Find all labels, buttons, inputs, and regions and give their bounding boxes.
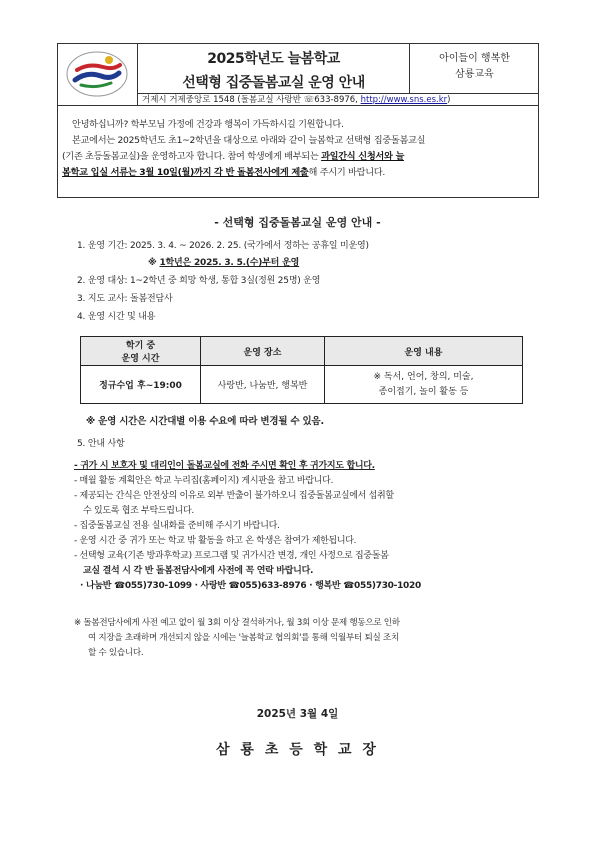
motto-line-1: 아이들이 행복한	[439, 53, 510, 64]
warning-note	[74, 616, 538, 661]
school-website-link[interactable]: http://www.sns.es.kr	[360, 95, 448, 105]
address-suffix: )	[447, 95, 451, 105]
col-time-header	[81, 337, 201, 366]
address-text: 거제시 거제중앙로 1548 (돌봄교실 사랑반 ☏633-8976,	[142, 95, 361, 105]
guide-item-1: - 귀가 시 보호자 및 대리인이 돌봄교실에 전화 주시면 확인 후 귀가지도 합니다.	[74, 461, 375, 471]
col-time-header-1: 학기 중	[125, 341, 156, 351]
title-line-2: 선택형 집중돌봄교실 운영 안내	[182, 75, 365, 91]
greeting: 안녕하십니까? 학부모님 가정에 건강과 행복이 가득하시길 기원합니다.	[72, 119, 344, 130]
item-teacher: 3. 지도 교사: 돌봄전담사	[77, 294, 173, 304]
intro-body-3a: 봄학교 입실 서류는 3월 10일(월)까지 각 반 돌봄전사에게 제출	[62, 167, 309, 178]
intro-body-2	[62, 149, 536, 165]
school-motto	[410, 43, 539, 93]
issue-date: 2025년 3월 4일	[256, 708, 339, 720]
principal-signature: 삼 룡 초 등 학 교 장	[216, 742, 379, 758]
title-block	[138, 43, 410, 93]
address-line	[138, 93, 539, 106]
first-grade-text: 1학년은 2025. 3. 5.(수)부터 운영	[159, 258, 300, 268]
intro-text	[62, 117, 536, 181]
guide-item-3a: - 제공되는 간식은 안전상의 이유로 외부 반출이 불가하오니 집중돌봄교실에서 섭취할	[74, 491, 394, 501]
row-content-2: 종이접기, 놀이 활동 등	[378, 386, 469, 397]
row-content	[325, 366, 523, 404]
intro-body-1: 본교에서는 2025학년도 초1~2학년을 대상으로 아래와 같이 늘봄학교 선택형 집중돌봄교실	[72, 135, 426, 146]
col-time-header-2: 운영 시간	[121, 354, 160, 364]
intro-body-3b: 해 주시기 바랍니다.	[308, 167, 385, 178]
col-place-header: 운영 장소	[201, 337, 325, 366]
time-note: ※ 운영 시간은 시간대별 이용 수요에 따라 변경될 수 있음.	[86, 416, 324, 427]
intro-body-2a: (기존 초등돌봄교실)을 운영하고자 합니다. 참여 학생에게 배부되는	[62, 151, 322, 162]
warning-line-2: 여 지장을 초래하며 개선되지 않을 시에는 '늘봄학교 협의회'를 통해 익월부터 퇴실 조치	[88, 633, 399, 643]
guide-item-5: - 운영 시간 중 귀가 또는 학교 밖 활동을 하고 온 학생은 참여가 제한됩니다.	[74, 536, 357, 546]
table-row	[81, 366, 523, 404]
warning-line-3: 할 수 있습니다.	[88, 648, 144, 658]
motto-line-2: 삼룡교육	[455, 69, 494, 80]
guide-list	[74, 459, 534, 594]
row-time: 정규수업 후~19:00	[81, 366, 201, 404]
guide-item-6b: 교실 결석 시 각 반 돌봄전담사에게 사전에 꼭 연락 바랍니다.	[83, 566, 314, 576]
row-content-1: ※ 독서, 언어, 창의, 미술,	[373, 371, 474, 382]
col-content-header: 운영 내용	[325, 337, 523, 366]
title-line-1: 2025학년도 늘봄학교	[207, 51, 340, 67]
item-first-grade	[148, 255, 299, 271]
schedule-table	[80, 336, 523, 404]
guide-item-2: - 매월 활동 계획안은 학교 누리집(홈페이지) 게시판을 참고 바랍니다.	[74, 476, 334, 486]
phone-numbers: · 나눔반 ☎055)730-1099 · 사랑반 ☎055)633-8976 · 행복반 ☎055)730-1020	[80, 581, 421, 591]
guide-heading: 5. 안내 사항	[77, 439, 125, 449]
intro-body-2b: 과일간식 신청서와 늘	[321, 151, 405, 162]
warning-line-1: ※ 돌봄전담사에게 사전 예고 없이 월 3회 이상 결석하거나, 월 3회 이상 문제 행동으로 인하	[74, 618, 400, 628]
table-header-row	[81, 337, 523, 366]
school-logo	[57, 43, 138, 106]
section-title: - 선택형 집중돌봄교실 운영 안내 -	[214, 216, 381, 229]
item-time-heading: 4. 운영 시간 및 내용	[77, 312, 156, 322]
item-period: 1. 운영 기간: 2025. 3. 4. ~ 2026. 2. 25. (국가에서 정하는 공휴일 미운영)	[77, 241, 369, 251]
guide-item-6a: - 선택형 교육(기존 방과후학교) 프로그램 및 귀가시간 변경, 개인 사정으로 집중돌봄	[74, 551, 389, 561]
first-grade-mark: ※	[148, 258, 160, 268]
guide-item-3b: 수 있도록 협조 부탁드립니다.	[83, 506, 194, 516]
item-target: 2. 운영 대상: 1~2학년 중 희망 학생, 통합 3실(정원 25명) 운영	[77, 276, 321, 286]
intro-body-3	[62, 165, 536, 181]
logo-icon	[57, 43, 137, 105]
guide-item-4: - 집중돌봄교실 전용 실내화를 준비해 주시기 바랍니다.	[74, 521, 280, 531]
row-place: 사랑반, 나눔반, 행복반	[201, 366, 325, 404]
